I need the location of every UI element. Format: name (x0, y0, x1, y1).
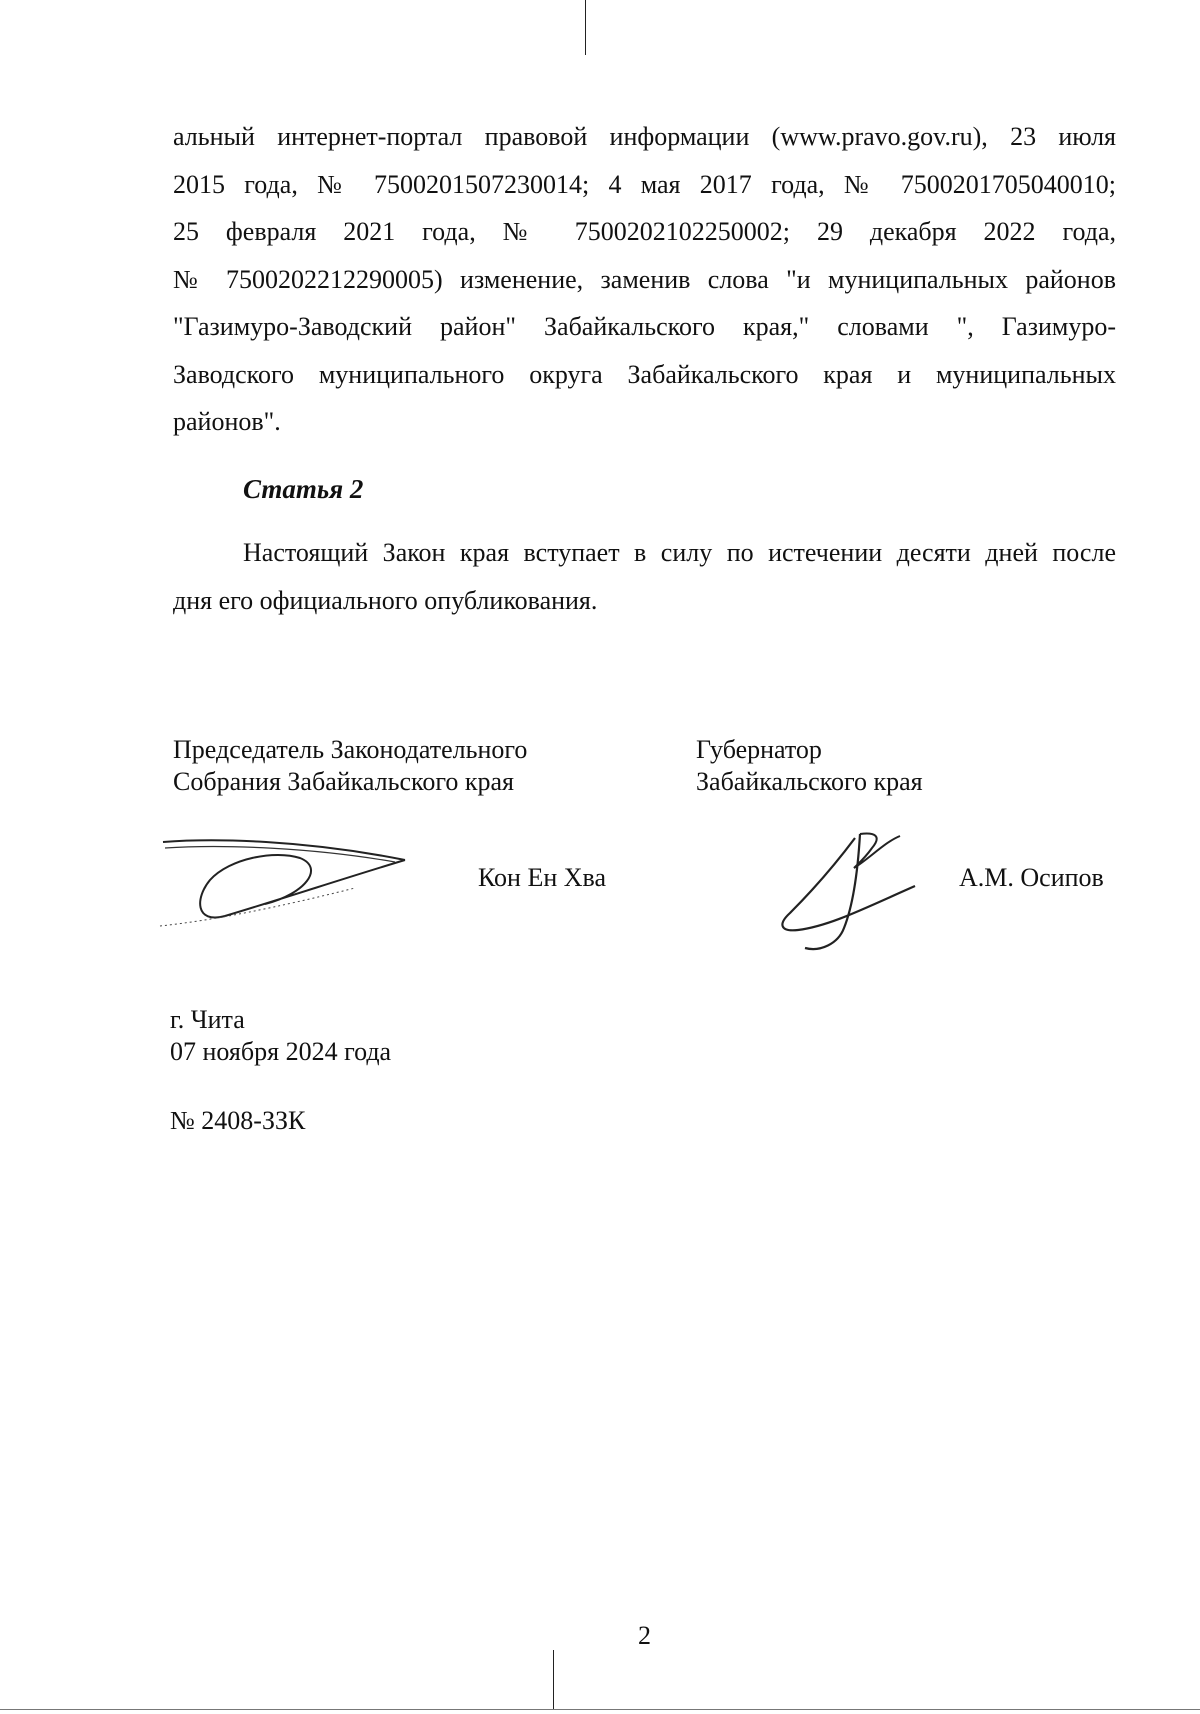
left-signatory-name: Кон Ен Хва (478, 863, 607, 892)
left-signature-icon (155, 828, 415, 938)
article-line: Настоящий Закон края вступает в силу по истечении десяти дней после (243, 538, 1116, 567)
left-position-line: Собрания Забайкальского края (173, 767, 514, 796)
document-number: № 2408-ЗЗК (170, 1106, 306, 1135)
scan-artifact-bottom-edge (0, 1709, 1200, 1710)
left-signatory-position (173, 734, 527, 798)
body-line: альный интернет-портал правовой информации (www.pravo.gov.ru), 23 июля (173, 122, 1116, 151)
right-signature-icon (770, 828, 930, 958)
date: 07 ноября 2024 года (170, 1037, 392, 1066)
place: г. Чита (170, 1005, 245, 1034)
place-date-block (170, 1004, 391, 1068)
left-position-line: Председатель Законодательного (173, 735, 528, 764)
article-line: дня его официального опубликования. (173, 585, 598, 615)
right-signatory-position (696, 734, 923, 798)
article-heading: Статья 2 (243, 474, 364, 504)
body-line: № 7500202212290005) изменение, заменив слова "и муниципальных районов (173, 264, 1116, 294)
article-paragraph (173, 529, 1116, 624)
body-paragraph (173, 113, 1116, 446)
body-line: 2015 года, № 7500201507230014; 4 мая 2017 года, № 7500201705040010; (173, 169, 1116, 199)
right-position-line: Забайкальского края (696, 767, 923, 796)
body-line: Заводского муниципального округа Забайкальского края и муниципальных (173, 359, 1116, 389)
body-line: "Газимуро-Заводский район" Забайкальского края," словами ", Газимуро- (173, 312, 1116, 341)
scan-artifact-bottom-line (553, 1650, 554, 1710)
right-position-line: Губернатор (696, 735, 822, 764)
page-number: 2 (638, 1621, 651, 1650)
body-line: районов". (173, 407, 281, 436)
body-line: 25 февраля 2021 года, № 7500202102250002; 29 декабря 2022 года, (173, 217, 1116, 246)
scan-artifact-top-line (585, 0, 586, 55)
right-signatory-name: А.М. Осипов (959, 863, 1104, 892)
